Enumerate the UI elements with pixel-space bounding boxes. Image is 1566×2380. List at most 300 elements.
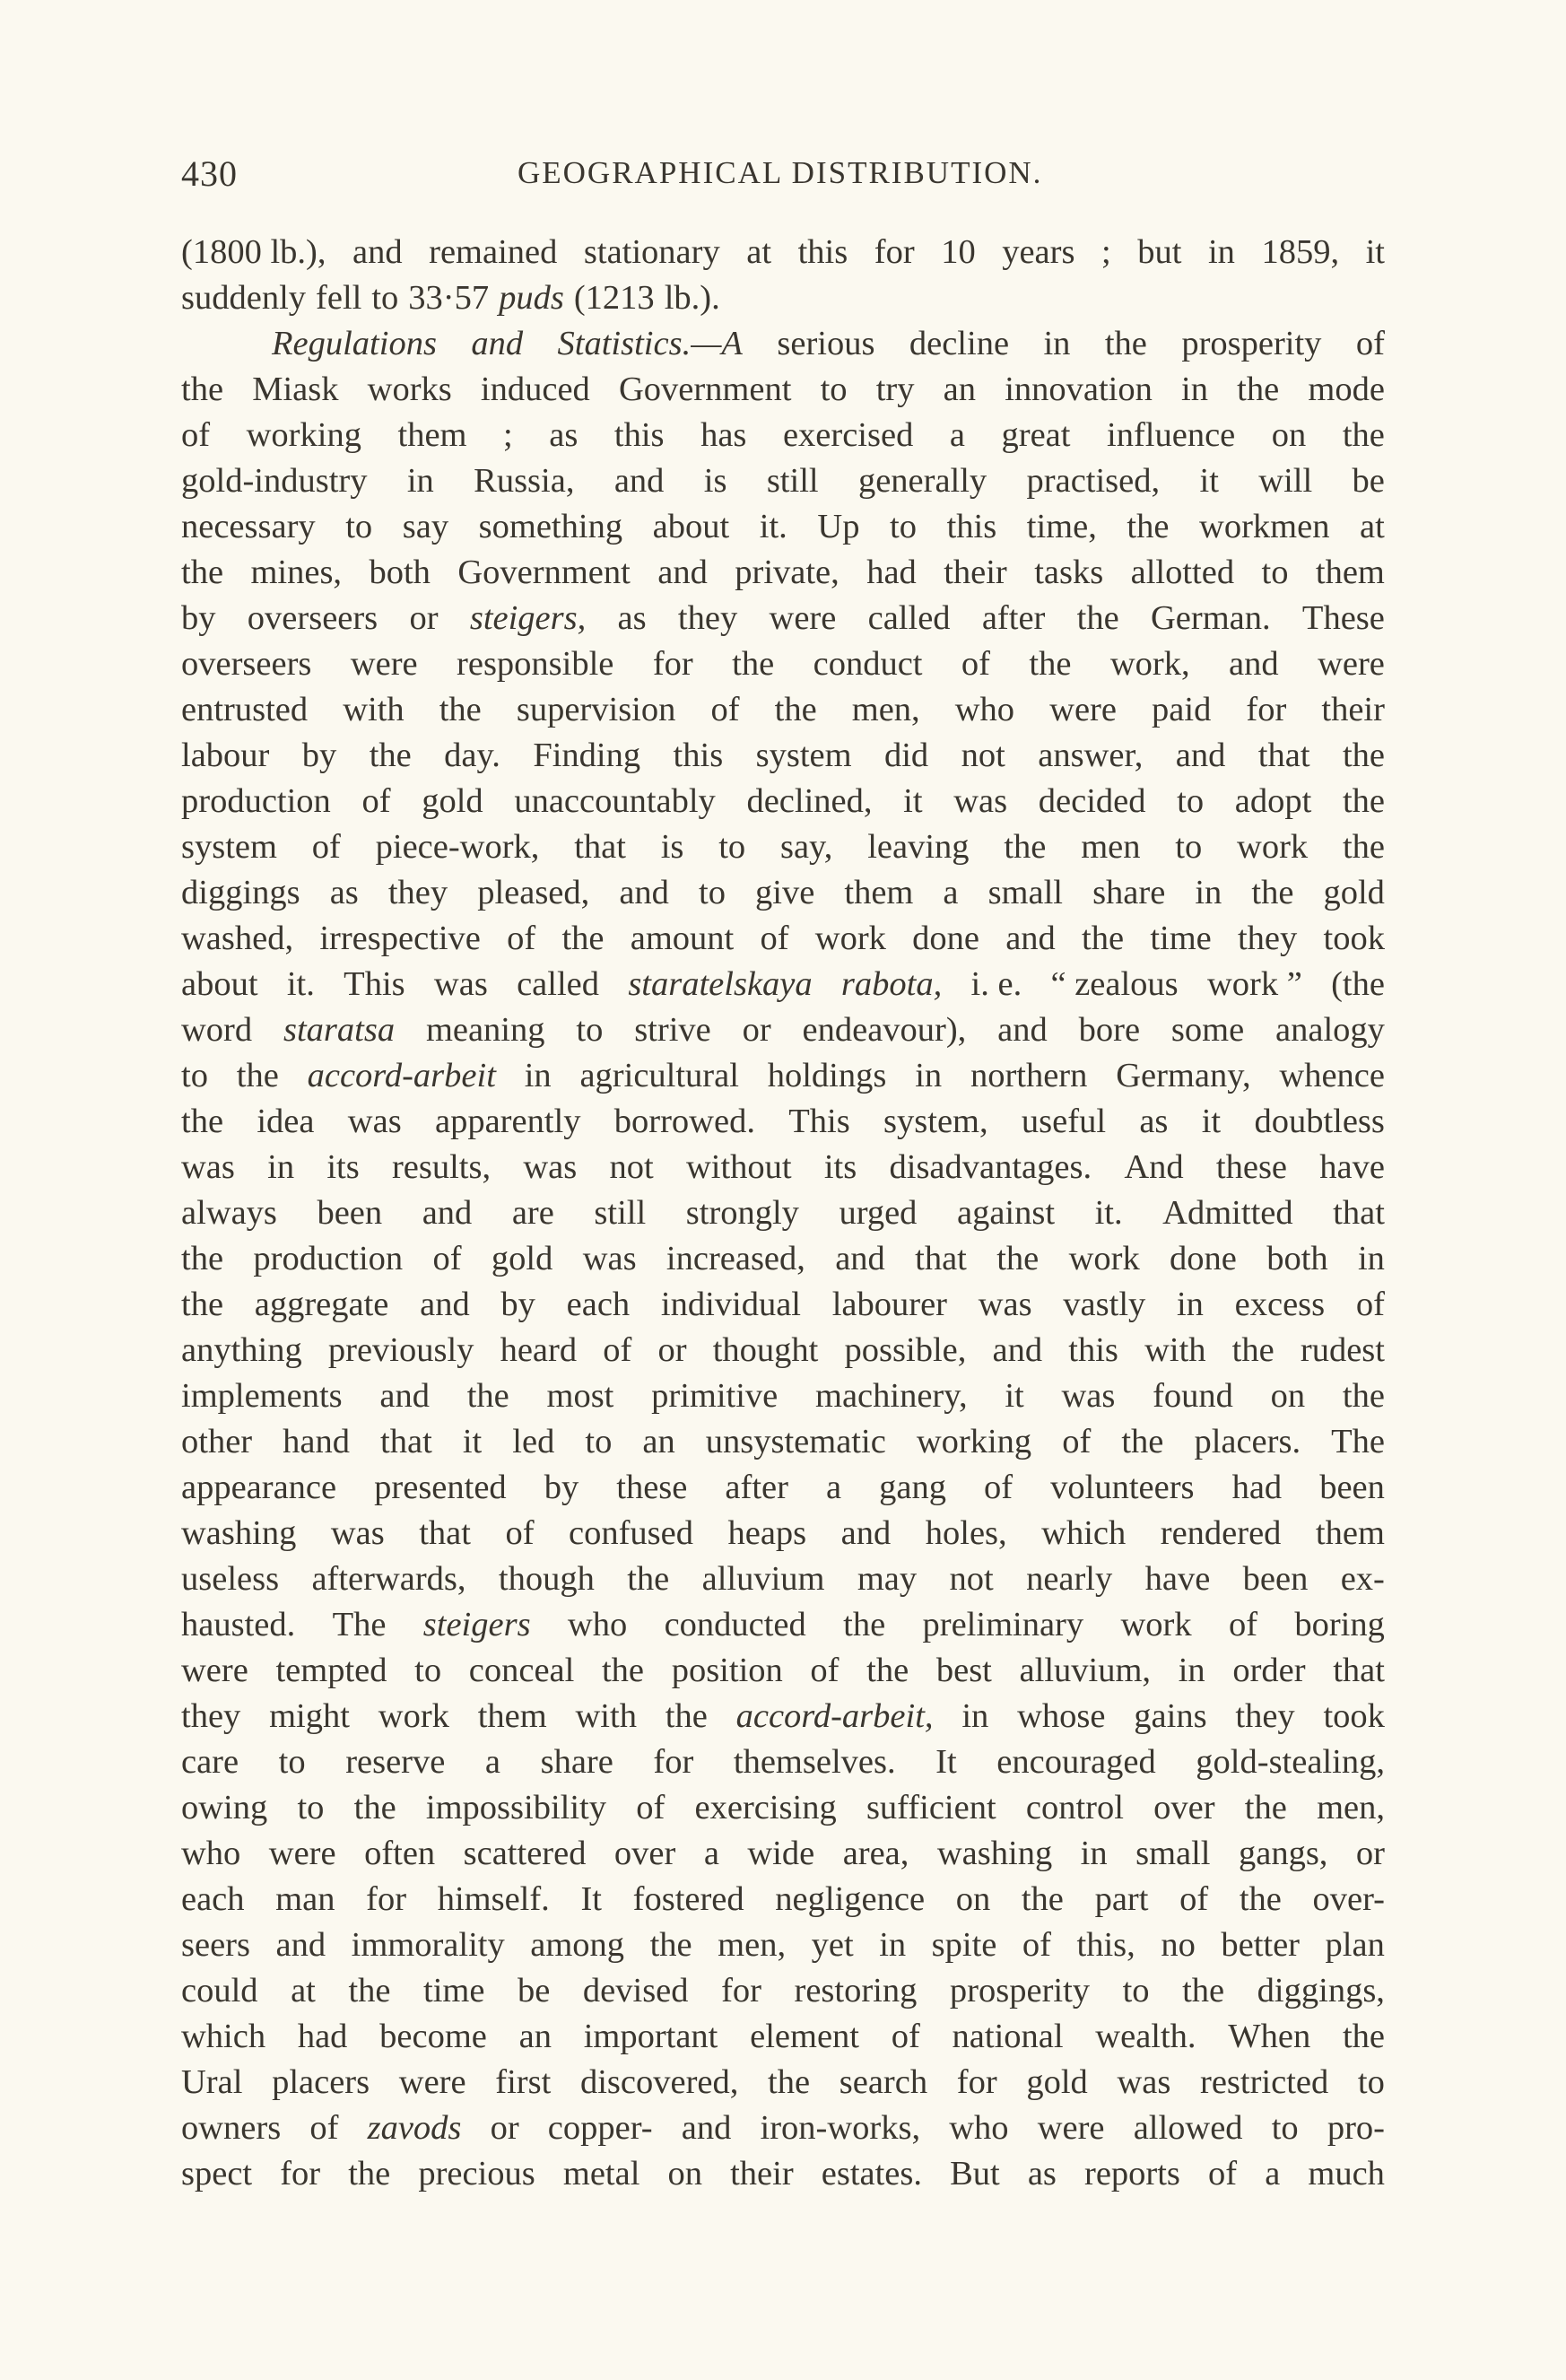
word: on xyxy=(667,2155,702,2193)
word: both xyxy=(369,554,431,591)
word: piece-work, xyxy=(375,828,540,866)
word: it xyxy=(1201,1103,1222,1140)
word: declined, xyxy=(746,782,873,820)
word: much xyxy=(1308,2155,1385,2193)
word: and xyxy=(352,233,403,271)
word: and xyxy=(840,1514,892,1552)
word: that xyxy=(915,1240,967,1277)
word: the xyxy=(1021,1880,1064,1918)
word: try xyxy=(875,371,915,408)
word: in xyxy=(879,1926,907,1964)
word: the xyxy=(181,371,224,408)
italic-word: accord-arbeit, xyxy=(735,1697,934,1735)
italic-word: staratelskaya xyxy=(628,965,813,1003)
word: the xyxy=(627,1560,670,1598)
word: was xyxy=(330,1514,385,1552)
word: these xyxy=(616,1469,688,1506)
word: disadvantages. xyxy=(889,1148,1092,1186)
word: and xyxy=(275,1926,326,1964)
word: search xyxy=(839,2063,928,2101)
word: whose xyxy=(1017,1697,1106,1735)
word: alluvium xyxy=(701,1560,825,1598)
word: day. xyxy=(444,737,500,774)
word: preliminary xyxy=(922,1606,1084,1643)
word: the xyxy=(1231,1331,1275,1369)
word: and xyxy=(1229,645,1279,683)
word: conducted xyxy=(664,1606,806,1643)
word: the xyxy=(1342,828,1385,866)
word: rendered xyxy=(1160,1514,1282,1552)
word: no xyxy=(1161,1926,1196,1964)
word: and xyxy=(1005,920,1056,957)
word: to xyxy=(585,1423,613,1460)
word: which xyxy=(181,2018,266,2055)
word: area, xyxy=(842,1835,909,1872)
word: precious xyxy=(418,2155,535,2193)
word: a xyxy=(825,1469,842,1506)
text-line xyxy=(181,2151,1385,2197)
word: ; xyxy=(1101,233,1111,271)
word: in xyxy=(524,1057,552,1094)
word: and xyxy=(420,1286,470,1323)
word: ; xyxy=(503,416,513,454)
word: to xyxy=(699,874,726,911)
word: overseers xyxy=(247,599,378,637)
word: in xyxy=(1357,1240,1385,1277)
word: after xyxy=(725,1469,788,1506)
text-line xyxy=(181,687,1385,733)
word: the xyxy=(843,1606,886,1643)
word: to xyxy=(1261,554,1289,591)
word: analogy xyxy=(1275,1011,1385,1049)
text-line xyxy=(181,1785,1385,1831)
word: the xyxy=(774,691,817,728)
word: tempted xyxy=(275,1652,387,1689)
word: on xyxy=(1270,1377,1306,1415)
word: in xyxy=(915,1057,943,1094)
word: the xyxy=(181,1286,224,1323)
text-line xyxy=(181,1831,1385,1877)
word: practised, xyxy=(1026,462,1161,500)
word: and xyxy=(681,2109,732,2147)
word: confused xyxy=(569,1514,693,1552)
word: been xyxy=(317,1194,383,1232)
text-line xyxy=(181,504,1385,550)
word: pro- xyxy=(1327,2109,1385,2147)
text-line xyxy=(181,1053,1385,1099)
word: with xyxy=(343,691,405,728)
word: it xyxy=(1365,233,1385,271)
word: in xyxy=(1176,1286,1204,1323)
word: unsystematic xyxy=(705,1423,886,1460)
word: washing xyxy=(181,1514,297,1552)
italic-word: steigers, xyxy=(469,599,587,637)
word: of xyxy=(432,1240,462,1277)
word: the xyxy=(1237,371,1280,408)
word: for xyxy=(280,2155,321,2193)
word: men, xyxy=(1317,1789,1385,1826)
word: restoring xyxy=(794,1972,918,2009)
word: to xyxy=(371,279,399,317)
word: restricted xyxy=(1200,2063,1329,2101)
word: seers xyxy=(181,1926,250,1964)
word: machinery, xyxy=(815,1377,968,1415)
word: the xyxy=(1127,508,1170,545)
word: entrusted xyxy=(181,691,309,728)
word: i. e. xyxy=(970,965,1022,1003)
word: share xyxy=(540,1743,613,1781)
text-line xyxy=(181,1236,1385,1282)
word: they xyxy=(1237,920,1298,957)
text-line xyxy=(181,962,1385,1007)
word: work xyxy=(1068,1240,1140,1277)
word: had xyxy=(1231,1469,1283,1506)
word: labour xyxy=(181,737,270,774)
word: they xyxy=(387,874,448,911)
text-line xyxy=(181,1465,1385,1511)
word: apparently xyxy=(434,1103,581,1140)
text-line xyxy=(181,1694,1385,1739)
word: But xyxy=(950,2155,1000,2193)
word: was xyxy=(347,1103,402,1140)
word: placers. xyxy=(1194,1423,1301,1460)
word: men, xyxy=(718,1926,787,1964)
word: serious xyxy=(777,325,875,362)
word: stationary xyxy=(583,233,720,271)
word: small xyxy=(987,874,1063,911)
word: mode xyxy=(1308,371,1385,408)
word: to xyxy=(890,508,917,545)
italic-word: accord-arbeit xyxy=(307,1057,496,1094)
word: in xyxy=(1195,874,1222,911)
word: been xyxy=(1319,1469,1385,1506)
word: the xyxy=(649,1926,692,1964)
word: gangs, xyxy=(1238,1835,1328,1872)
text-line xyxy=(181,2060,1385,2105)
text-line xyxy=(181,1648,1385,1694)
word: about xyxy=(652,508,730,545)
word: It xyxy=(580,1880,602,1918)
word: was xyxy=(1061,1377,1116,1415)
word: And xyxy=(1124,1148,1184,1186)
text-line xyxy=(181,1373,1385,1419)
text-line xyxy=(181,458,1385,504)
word: themselves. xyxy=(733,1743,896,1781)
text-line xyxy=(181,916,1385,962)
word: or xyxy=(490,2109,519,2147)
word: alluvium, xyxy=(1019,1652,1152,1689)
word: by xyxy=(301,737,337,774)
word: idea xyxy=(257,1103,315,1140)
word: appearance xyxy=(181,1469,337,1506)
word: of xyxy=(1022,1926,1051,1964)
word: the xyxy=(1004,828,1047,866)
word: plan xyxy=(1325,1926,1385,1964)
word: was xyxy=(523,1148,578,1186)
word: the xyxy=(353,1789,396,1826)
word: of xyxy=(1208,2155,1238,2193)
word: them xyxy=(1315,1514,1385,1552)
word: work ” xyxy=(1206,965,1302,1003)
word: years xyxy=(1002,233,1075,271)
word: on xyxy=(955,1880,991,1918)
word: gold xyxy=(1026,2063,1088,2101)
word: of xyxy=(810,1652,840,1689)
word: Up xyxy=(817,508,860,545)
text-line xyxy=(181,275,1385,321)
word: work, xyxy=(1109,645,1190,683)
word: exercising xyxy=(694,1789,837,1826)
word: It xyxy=(935,1743,957,1781)
word: who xyxy=(567,1606,628,1643)
word: control xyxy=(1025,1789,1124,1826)
word: work xyxy=(1120,1606,1192,1643)
word: production xyxy=(181,782,331,820)
text-line xyxy=(181,1602,1385,1648)
word: allotted xyxy=(1130,554,1235,591)
word: as xyxy=(1139,1103,1169,1140)
text-line xyxy=(181,1419,1385,1465)
word: boring xyxy=(1294,1606,1385,1643)
word: the xyxy=(996,1240,1040,1277)
word: “ zealous xyxy=(1050,965,1179,1003)
word: impossibility xyxy=(425,1789,606,1826)
word: conceal xyxy=(468,1652,575,1689)
word: was xyxy=(582,1240,637,1277)
word: still xyxy=(594,1194,647,1232)
word: When xyxy=(1228,2018,1311,2055)
word: the xyxy=(1342,2018,1385,2055)
word: negligence xyxy=(775,1880,926,1918)
word: were xyxy=(350,645,418,683)
word: might xyxy=(269,1697,350,1735)
text-line xyxy=(181,1877,1385,1922)
word: about xyxy=(181,965,258,1003)
word: the xyxy=(561,920,605,957)
word: private, xyxy=(735,554,840,591)
word: time xyxy=(1150,920,1212,957)
word: Miask xyxy=(252,371,339,408)
word: (1800 lb.), xyxy=(181,233,326,271)
word: the xyxy=(439,691,482,728)
word: yet xyxy=(811,1926,854,1964)
word: word xyxy=(181,1011,253,1049)
word: Ural xyxy=(181,2063,243,2101)
word: of xyxy=(636,1789,666,1826)
word: influence xyxy=(1107,416,1236,454)
word: amount xyxy=(630,920,735,957)
word: have xyxy=(1144,1560,1211,1598)
word: led xyxy=(512,1423,555,1460)
word: not xyxy=(609,1148,654,1186)
word: labourer xyxy=(831,1286,947,1323)
word: washed, xyxy=(181,920,294,957)
word: was xyxy=(1117,2063,1171,2101)
word: work xyxy=(1237,828,1309,866)
word: Germany, xyxy=(1116,1057,1251,1094)
italic-word: steigers xyxy=(422,1606,531,1643)
word: diggings, xyxy=(1257,1972,1385,2009)
word: done xyxy=(1170,1240,1237,1277)
word: thought xyxy=(712,1331,819,1369)
italic-word: puds xyxy=(499,279,564,317)
word: were xyxy=(769,599,837,637)
word: it. xyxy=(759,508,787,545)
word: wide xyxy=(747,1835,815,1872)
word: irrespective xyxy=(319,920,481,957)
word: each xyxy=(566,1286,631,1323)
word: workmen xyxy=(1199,508,1330,545)
word: this xyxy=(1068,1331,1118,1369)
word: for xyxy=(653,1743,694,1781)
text-line xyxy=(181,1190,1385,1236)
word: metal xyxy=(562,2155,640,2193)
word: tasks xyxy=(1034,554,1104,591)
word: has xyxy=(700,416,747,454)
word: with xyxy=(575,1697,637,1735)
italic-word: rabota, xyxy=(840,965,943,1003)
word: for xyxy=(874,233,915,271)
word: strive xyxy=(634,1011,711,1049)
word: excess xyxy=(1234,1286,1326,1323)
word: of xyxy=(961,645,990,683)
word: against xyxy=(956,1194,1056,1232)
word: decline xyxy=(909,325,1010,362)
word: this, xyxy=(1076,1926,1135,1964)
word: of xyxy=(1179,1880,1209,1918)
text-line xyxy=(181,824,1385,870)
word: had xyxy=(866,554,917,591)
word: though xyxy=(498,1560,595,1598)
word: 10 xyxy=(941,233,976,271)
word: first xyxy=(495,2063,552,2101)
word: that xyxy=(574,828,626,866)
word: reserve xyxy=(345,1743,446,1781)
word: a xyxy=(703,1835,719,1872)
word: done xyxy=(912,920,979,957)
word: at xyxy=(746,233,772,271)
running-head xyxy=(181,153,1396,206)
word: for xyxy=(956,2063,997,2101)
word: they xyxy=(1235,1697,1295,1735)
word: These xyxy=(1301,599,1385,637)
word: results, xyxy=(391,1148,492,1186)
text-line xyxy=(181,2105,1385,2151)
word: its xyxy=(326,1148,360,1186)
word: iron-works, xyxy=(760,2109,921,2147)
word: system, xyxy=(883,1103,988,1140)
word: in xyxy=(1043,325,1071,362)
text-line xyxy=(181,733,1385,779)
word: called xyxy=(867,599,951,637)
text-line xyxy=(181,413,1385,458)
word: Finding xyxy=(533,737,641,774)
word: hand xyxy=(283,1423,350,1460)
word: bore xyxy=(1078,1011,1141,1049)
word: were xyxy=(1049,691,1117,728)
word: of xyxy=(507,920,536,957)
word: pleased, xyxy=(477,874,590,911)
word: these xyxy=(1215,1148,1288,1186)
word: had xyxy=(297,2018,348,2055)
word: endeavour), xyxy=(802,1011,967,1049)
word: for xyxy=(1246,691,1287,728)
word: over xyxy=(613,1835,676,1872)
word: to xyxy=(718,828,746,866)
word: and xyxy=(997,1011,1048,1049)
word: the xyxy=(1342,416,1385,454)
word: other xyxy=(181,1423,253,1460)
word: may xyxy=(857,1560,918,1598)
word: did xyxy=(883,737,929,774)
word: or xyxy=(657,1331,687,1369)
word: is xyxy=(660,828,684,866)
word: them xyxy=(397,416,467,454)
word: discovered, xyxy=(579,2063,739,2101)
word: and xyxy=(835,1240,885,1277)
word: system xyxy=(755,737,852,774)
word: small xyxy=(1135,1835,1211,1872)
word: the xyxy=(866,1652,909,1689)
word: a xyxy=(1265,2155,1281,2193)
word: in xyxy=(961,1697,989,1735)
word: increased, xyxy=(666,1240,805,1277)
word: who xyxy=(954,691,1015,728)
word: devised xyxy=(582,1972,689,2009)
word: and xyxy=(422,1194,473,1232)
word: not xyxy=(961,737,1005,774)
word: be xyxy=(1352,462,1385,500)
word: an xyxy=(518,2018,552,2055)
word: found xyxy=(1153,1377,1233,1415)
word: or xyxy=(409,599,439,637)
word: among xyxy=(530,1926,625,1964)
word: of xyxy=(181,416,211,454)
text-line xyxy=(181,596,1385,641)
word: responsible xyxy=(457,645,614,683)
word: say, xyxy=(779,828,833,866)
word: its xyxy=(823,1148,857,1186)
word: vastly xyxy=(1063,1286,1146,1323)
word: it. xyxy=(1094,1194,1123,1232)
word: This xyxy=(344,965,405,1003)
word: as xyxy=(549,416,579,454)
word: necessary xyxy=(181,508,316,545)
word: say xyxy=(402,508,449,545)
text-line xyxy=(181,367,1385,413)
word: of xyxy=(1355,1286,1385,1323)
word: and xyxy=(992,1331,1043,1369)
word: German. xyxy=(1151,599,1271,637)
word: gold-stealing, xyxy=(1196,1743,1385,1781)
word: that xyxy=(380,1423,432,1460)
word: induced xyxy=(480,371,590,408)
word: the xyxy=(1029,645,1072,683)
word: who xyxy=(181,1835,241,1872)
word: works xyxy=(367,371,452,408)
word: estates. xyxy=(821,2155,922,2193)
word: lb.). xyxy=(664,279,720,317)
word: took xyxy=(1323,1697,1385,1735)
italic-word: and xyxy=(471,325,524,362)
word: Admitted xyxy=(1162,1194,1293,1232)
word: with xyxy=(1144,1331,1206,1369)
word: an xyxy=(943,371,977,408)
word: they xyxy=(677,599,738,637)
word: the xyxy=(348,1972,391,2009)
word: the xyxy=(1104,325,1147,362)
word: overseers xyxy=(181,645,312,683)
